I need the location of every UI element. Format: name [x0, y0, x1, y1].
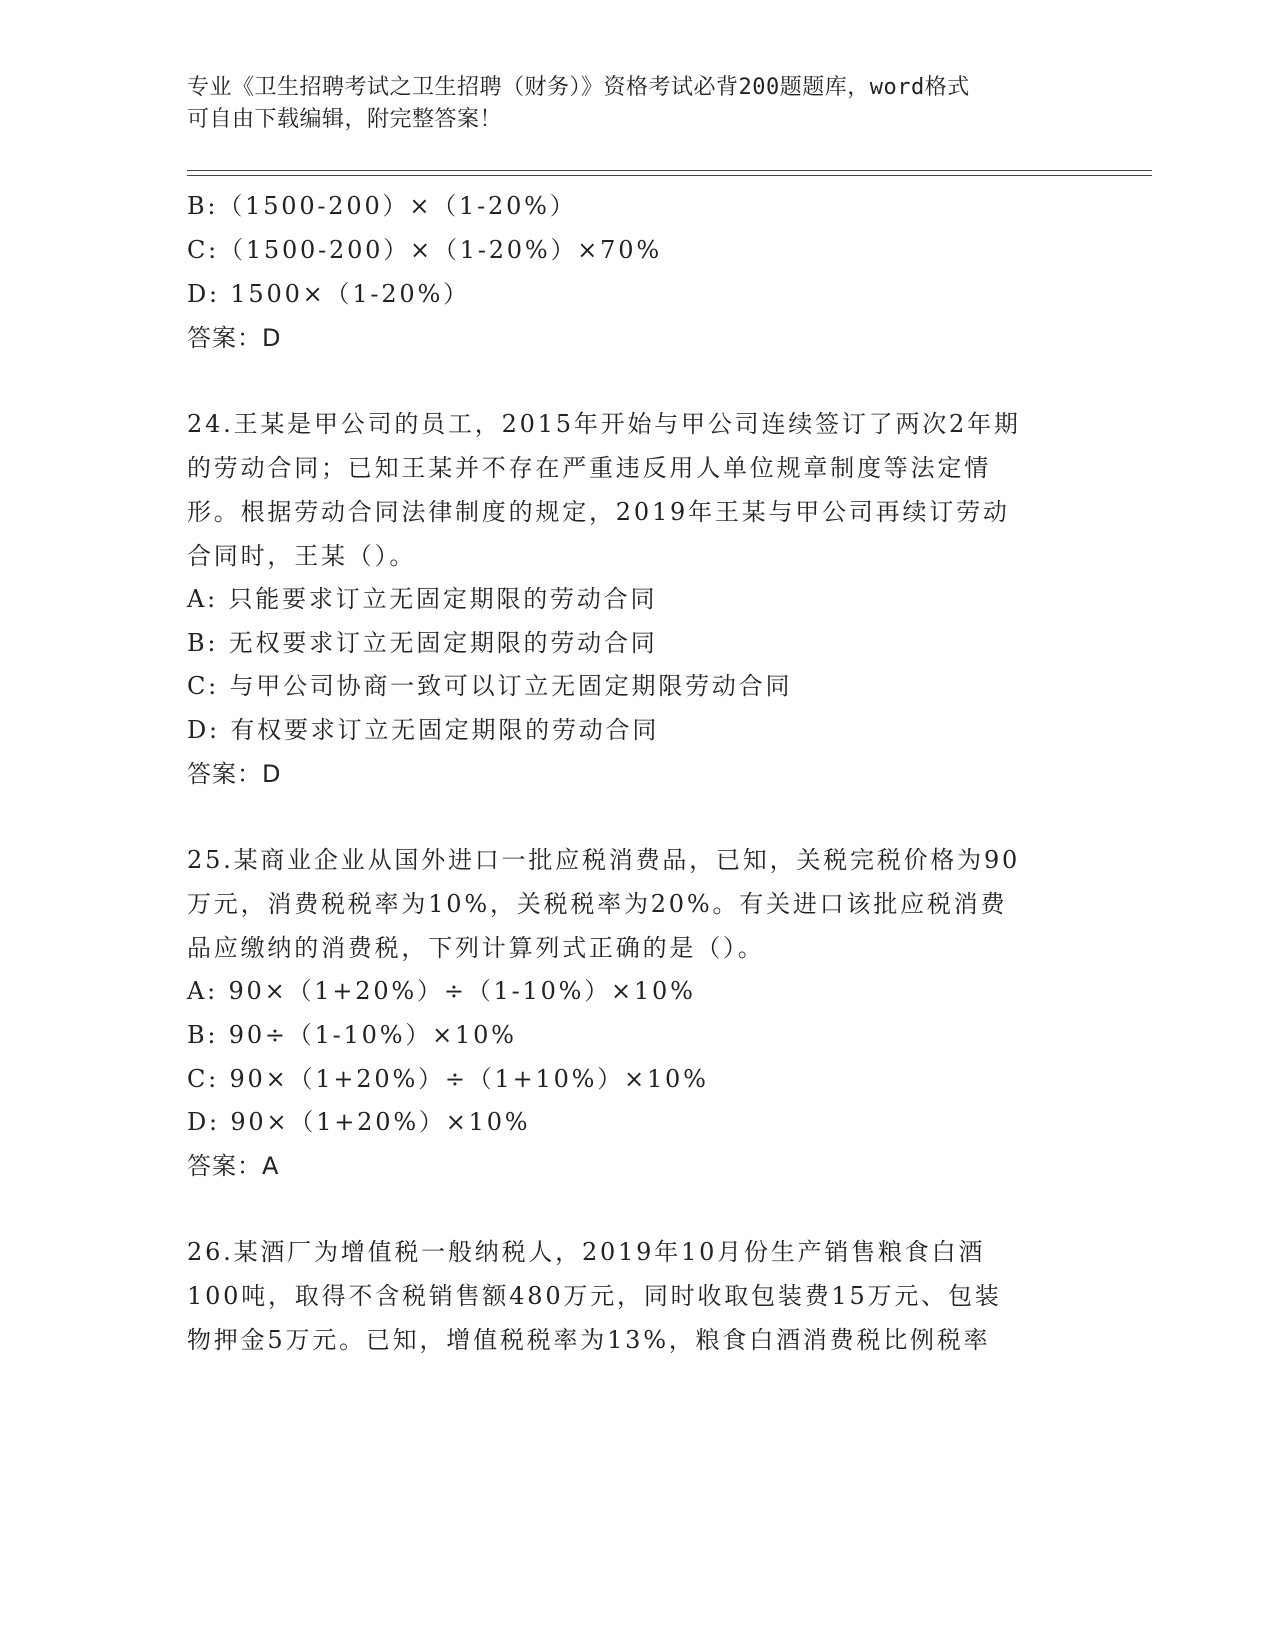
q25-answer: 答案：A — [187, 1152, 280, 1180]
q23-answer: 答案：D — [187, 324, 282, 352]
q24-option-d: D: 有权要求订立无固定期限的劳动合同 — [187, 716, 660, 744]
q25-stem-line-2: 万元，消费税税率为10%，关税税率为20%。有关进口该批应税消费 — [187, 890, 1008, 918]
q24-stem-line-4: 合同时，王某（）。 — [187, 542, 417, 570]
q26-stem-line-2: 100吨，取得不含税销售额480万元，同时收取包装费15万元、包装 — [187, 1282, 1002, 1310]
q25-stem-line-1: 25.某商业企业从国外进口一批应税消费品，已知，关税完税价格为90 — [187, 846, 1021, 874]
header-rule-bottom — [187, 175, 1152, 176]
document-header — [187, 72, 1067, 136]
q23-option-c: C:（1500-200）×（1-20%）×70% — [187, 236, 662, 264]
q24-stem-line-3: 形。根据劳动合同法律制度的规定，2019年王某与甲公司再续订劳动 — [187, 498, 1010, 526]
q25-option-d: D: 90×（1+20%）×10% — [187, 1108, 531, 1136]
q24-option-a: A: 只能要求订立无固定期限的劳动合同 — [187, 585, 658, 613]
q25-option-a: A: 90×（1+20%）÷（1-10%）×10% — [187, 977, 696, 1005]
q25-option-c: C: 90×（1+20%）÷（1+10%）×10% — [187, 1065, 709, 1093]
header-rule-top — [187, 170, 1152, 171]
header-line-1: 专业《卫生招聘考试之卫生招聘（财务）》资格考试必背200题题库，word格式 — [187, 75, 970, 100]
q24-option-b: B: 无权要求订立无固定期限的劳动合同 — [187, 629, 658, 657]
q23-option-b: B:（1500-200）×（1-20%） — [187, 192, 577, 220]
q26-stem-line-3: 物押金5万元。已知，增值税税率为13%，粮食白酒消费税比例税率 — [187, 1326, 991, 1354]
header-line-2: 可自由下载编辑，附完整答案！ — [187, 107, 503, 132]
q24-answer: 答案：D — [187, 760, 282, 788]
q25-stem-line-3: 品应缴纳的消费税，下列计算列式正确的是（）。 — [187, 934, 765, 962]
q26-stem-line-1: 26.某酒厂为增值税一般纳税人，2019年10月份生产销售粮食白酒 — [187, 1238, 986, 1266]
q24-option-c: C: 与甲公司协商一致可以订立无固定期限劳动合同 — [187, 672, 793, 700]
q25-option-b: B: 90÷（1-10%）×10% — [187, 1021, 517, 1049]
q24-stem-line-1: 24.王某是甲公司的员工，2015年开始与甲公司连续签订了两次2年期 — [187, 410, 1021, 438]
q24-stem-line-2: 的劳动合同；已知王某并不存在严重违反用人单位规章制度等法定情 — [187, 454, 991, 482]
q23-option-d: D: 1500×（1-20%） — [187, 280, 470, 308]
